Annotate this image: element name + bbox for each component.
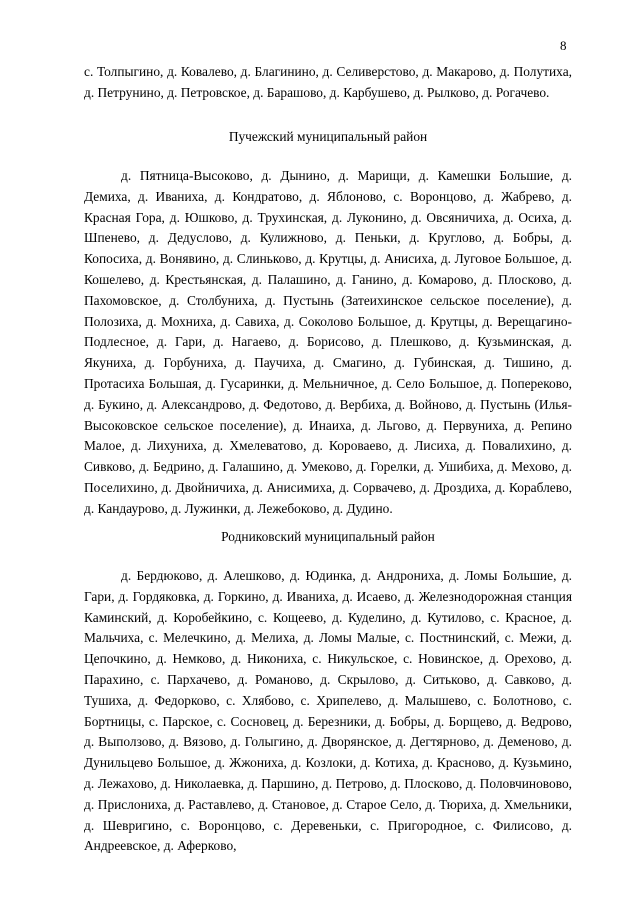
section-title-rodniki: Родниковский муниципальный район [221,529,435,544]
page-number: 8 [560,38,567,53]
section-text-puchezh: д. Пятница-Высоково, д. Дынино, д. Марищи, д. Камешки Большие, д. Демиха, д. Иваниха, д. Кондратово, д. Яблоново, с. Воронцово, д. Жабрево, д. Красная Гора, д. Юшково, д. Трухинская, д. Луконино, д. Овсяничиха, д. Осиха, д. Шпенево, д. Дедуслово, д. Кулижново, д. Пеньки, д. Круглово, д. Бобры, д. Копосиха, д. Вонявино, д. Слиньково, д. Крутцы, д. Анисиха, д. Луговое Большое, д. Кошелево, д. Крестьянская, д. Палашино, д. Ганино, д. Комарово, д. Плосково, д. Пахомовское, д. Столбуниха, д. Пустынь (Затеихинское сельское поселение), д. Полозиха, д. Мохниха, д. Савиха, д. Соколово Большое, д. Крутцы, д. Верещагино-Подлесное, д. Гари, д. Нагаево, д. Борисово, д. Плешково, д. Кузьминская, д. Якуниха, д. Горбуниха, д. Паучиха, д. Смагино, д. Губинская, д. Тишино, д. Протасиха Большая, д. Гусаринки, д. Мельничное, д. Село Большое, д. Попереково, д. Букино, д. Александрово, д. Федотово, д. Вербиха, д. Войново, д. Пустынь (Илья-Высоковское сельское поселение), д. Инаиха, д. Льгово, д. Первуниха, д. Репино Малое, д. Лихуниха, д. Хмелеватово, д. Короваево, д. Лисиха, д. Повалихино, д. Сивково, д. Бедрино, д. Галашино, д. Умеково, д. Горелки, д. Ушибиха, д. Мехово, д. Поселихино, д. Двойничиха, д. Анисимиха, д. Сорвачево, д. Дроздиха, д. Кораблево, д. Кандаурово, д. Лужинки, д. Лежебоково, д. Дудино. [84,168,572,516]
section-text-rodniki: д. Бердюково, д. Алешково, д. Юдинка, д. Андрониха, д. Ломы Большие, д. Гари, д. Гордяковка, д. Горкино, д. Иваниха, д. Исаево, д. Железнодорожная станция Каминский, д. Коробейкино, с. Кощеево, д. Куделино, д. Кутилово, с. Красное, д. Мальчиха, с. Мелечкино, д. Мелиха, д. Ломы Малые, с. Постнинский, с. Межи, д. Цепочкино, д. Немково, д. Никониха, с. Никульское, с. Новинское, д. Орехово, д. Парахино, с. Пархачево, д. Романово, д. Скрылово, д. Ситьково, д. Савково, д. Тушиха, д. Федорково, с. Хлябово, с. Хрипелево, д. Малышево, с. Болотново, с. Бортницы, с. Парское, с. Сосновец, д. Березники, д. Бобры, д. Борщево, д. Ведрово, д. Выползово, д. Вязово, д. Голыгино, д. Дворянское, д. Дегтярново, д. Деменово, д. Дунильцево Большое, д. Жжониха, д. Козлоки, д. Котиха, д. Красново, д. Кузьмино, д. Лежахово, д. Николаевка, д. Паршино, д. Петрово, д. Плосково, д. Половчиновово, д. Прислониха, д. Раставлево, д. Становое, д. Старое Село, д. Тюриха, д. Хмельники, д. Шевригино, с. Воронцово, с. Деревеньки, с. Пригородное, с. Филисово, д. Андреевское, д. Аферково, [84,568,572,854]
intro-paragraph: с. Толпыгино, д. Ковалево, д. Благинино, д. Селиверстово, д. Макарово, д. Полутиха, д. Петрунино, д. Петровское, д. Барашово, д. Карбушево, д. Рылково, д. Рогачево. [84,64,572,100]
section-title-puchezh: Пучежский муниципальный район [228,129,428,144]
